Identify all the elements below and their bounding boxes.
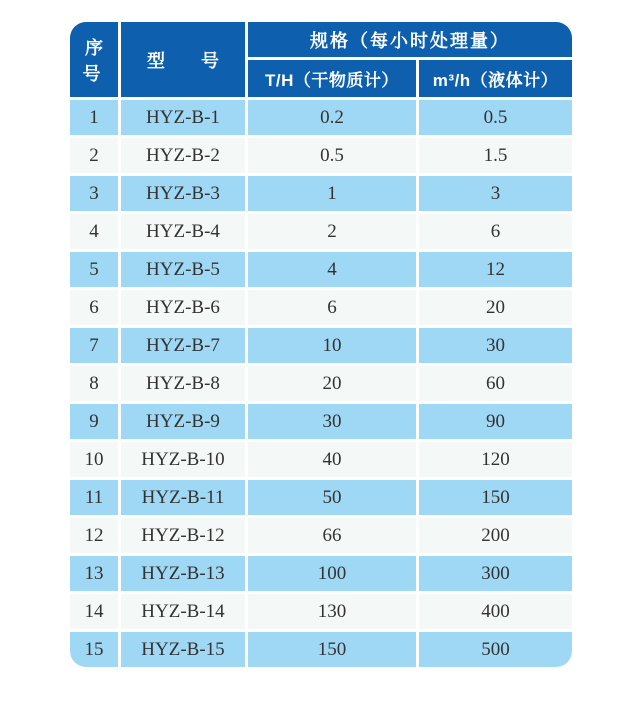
cell-dry-matter: 50 (248, 480, 416, 515)
cell-liquid: 150 (419, 480, 572, 515)
cell-liquid: 300 (419, 556, 572, 591)
header-row-top (70, 22, 572, 57)
cell-model: HYZ-B-14 (121, 594, 245, 629)
cell-model: HYZ-B-7 (121, 328, 245, 363)
table-row (70, 556, 572, 591)
cell-index: 5 (70, 252, 118, 287)
cell-model: HYZ-B-4 (121, 214, 245, 249)
table-row (70, 518, 572, 553)
cell-model: HYZ-B-11 (121, 480, 245, 515)
cell-model: HYZ-B-13 (121, 556, 245, 591)
cell-liquid: 30 (419, 328, 572, 363)
cell-model: HYZ-B-15 (121, 632, 245, 667)
col-header-index: 序号 (70, 22, 118, 97)
cell-index: 11 (70, 480, 118, 515)
table-row (70, 594, 572, 629)
cell-model: HYZ-B-3 (121, 176, 245, 211)
cell-dry-matter: 4 (248, 252, 416, 287)
cell-liquid: 6 (419, 214, 572, 249)
cell-liquid: 200 (419, 518, 572, 553)
cell-model: HYZ-B-1 (121, 100, 245, 135)
table-header (70, 22, 572, 97)
cell-index: 6 (70, 290, 118, 325)
cell-model: HYZ-B-12 (121, 518, 245, 553)
cell-model: HYZ-B-2 (121, 138, 245, 173)
cell-dry-matter: 100 (248, 556, 416, 591)
cell-dry-matter: 0.5 (248, 138, 416, 173)
col-header-model: 型 号 (121, 22, 245, 97)
table-row (70, 252, 572, 287)
cell-index: 9 (70, 404, 118, 439)
cell-index: 15 (70, 632, 118, 667)
table-row (70, 442, 572, 477)
cell-liquid: 60 (419, 366, 572, 401)
table-row (70, 138, 572, 173)
cell-dry-matter: 66 (248, 518, 416, 553)
cell-model: HYZ-B-8 (121, 366, 245, 401)
cell-liquid: 0.5 (419, 100, 572, 135)
cell-model: HYZ-B-5 (121, 252, 245, 287)
cell-index: 1 (70, 100, 118, 135)
cell-dry-matter: 130 (248, 594, 416, 629)
cell-dry-matter: 6 (248, 290, 416, 325)
cell-liquid: 90 (419, 404, 572, 439)
cell-dry-matter: 0.2 (248, 100, 416, 135)
cell-liquid: 12 (419, 252, 572, 287)
cell-liquid: 500 (419, 632, 572, 667)
col-header-spec-group: 规格（每小时处理量） (248, 22, 572, 57)
table-row (70, 366, 572, 401)
cell-dry-matter: 150 (248, 632, 416, 667)
cell-model: HYZ-B-10 (121, 442, 245, 477)
table-row (70, 100, 572, 135)
cell-index: 7 (70, 328, 118, 363)
cell-dry-matter: 1 (248, 176, 416, 211)
table-row (70, 176, 572, 211)
cell-index: 2 (70, 138, 118, 173)
table-row (70, 632, 572, 667)
cell-index: 8 (70, 366, 118, 401)
cell-liquid: 400 (419, 594, 572, 629)
cell-dry-matter: 40 (248, 442, 416, 477)
cell-liquid: 120 (419, 442, 572, 477)
cell-index: 10 (70, 442, 118, 477)
cell-index: 12 (70, 518, 118, 553)
cell-liquid: 3 (419, 176, 572, 211)
table-row (70, 290, 572, 325)
cell-liquid: 20 (419, 290, 572, 325)
cell-index: 4 (70, 214, 118, 249)
cell-model: HYZ-B-9 (121, 404, 245, 439)
col-header-dry-matter: T/H（干物质计） (248, 60, 416, 97)
cell-index: 3 (70, 176, 118, 211)
table-body (70, 100, 572, 667)
cell-dry-matter: 30 (248, 404, 416, 439)
table-row (70, 480, 572, 515)
table-row (70, 404, 572, 439)
cell-dry-matter: 20 (248, 366, 416, 401)
cell-dry-matter: 2 (248, 214, 416, 249)
table-row (70, 328, 572, 363)
cell-model: HYZ-B-6 (121, 290, 245, 325)
col-header-liquid: m³/h（液体计） (419, 60, 572, 97)
spec-table (67, 19, 575, 670)
cell-index: 13 (70, 556, 118, 591)
cell-index: 14 (70, 594, 118, 629)
cell-liquid: 1.5 (419, 138, 572, 173)
cell-dry-matter: 10 (248, 328, 416, 363)
table-row (70, 214, 572, 249)
